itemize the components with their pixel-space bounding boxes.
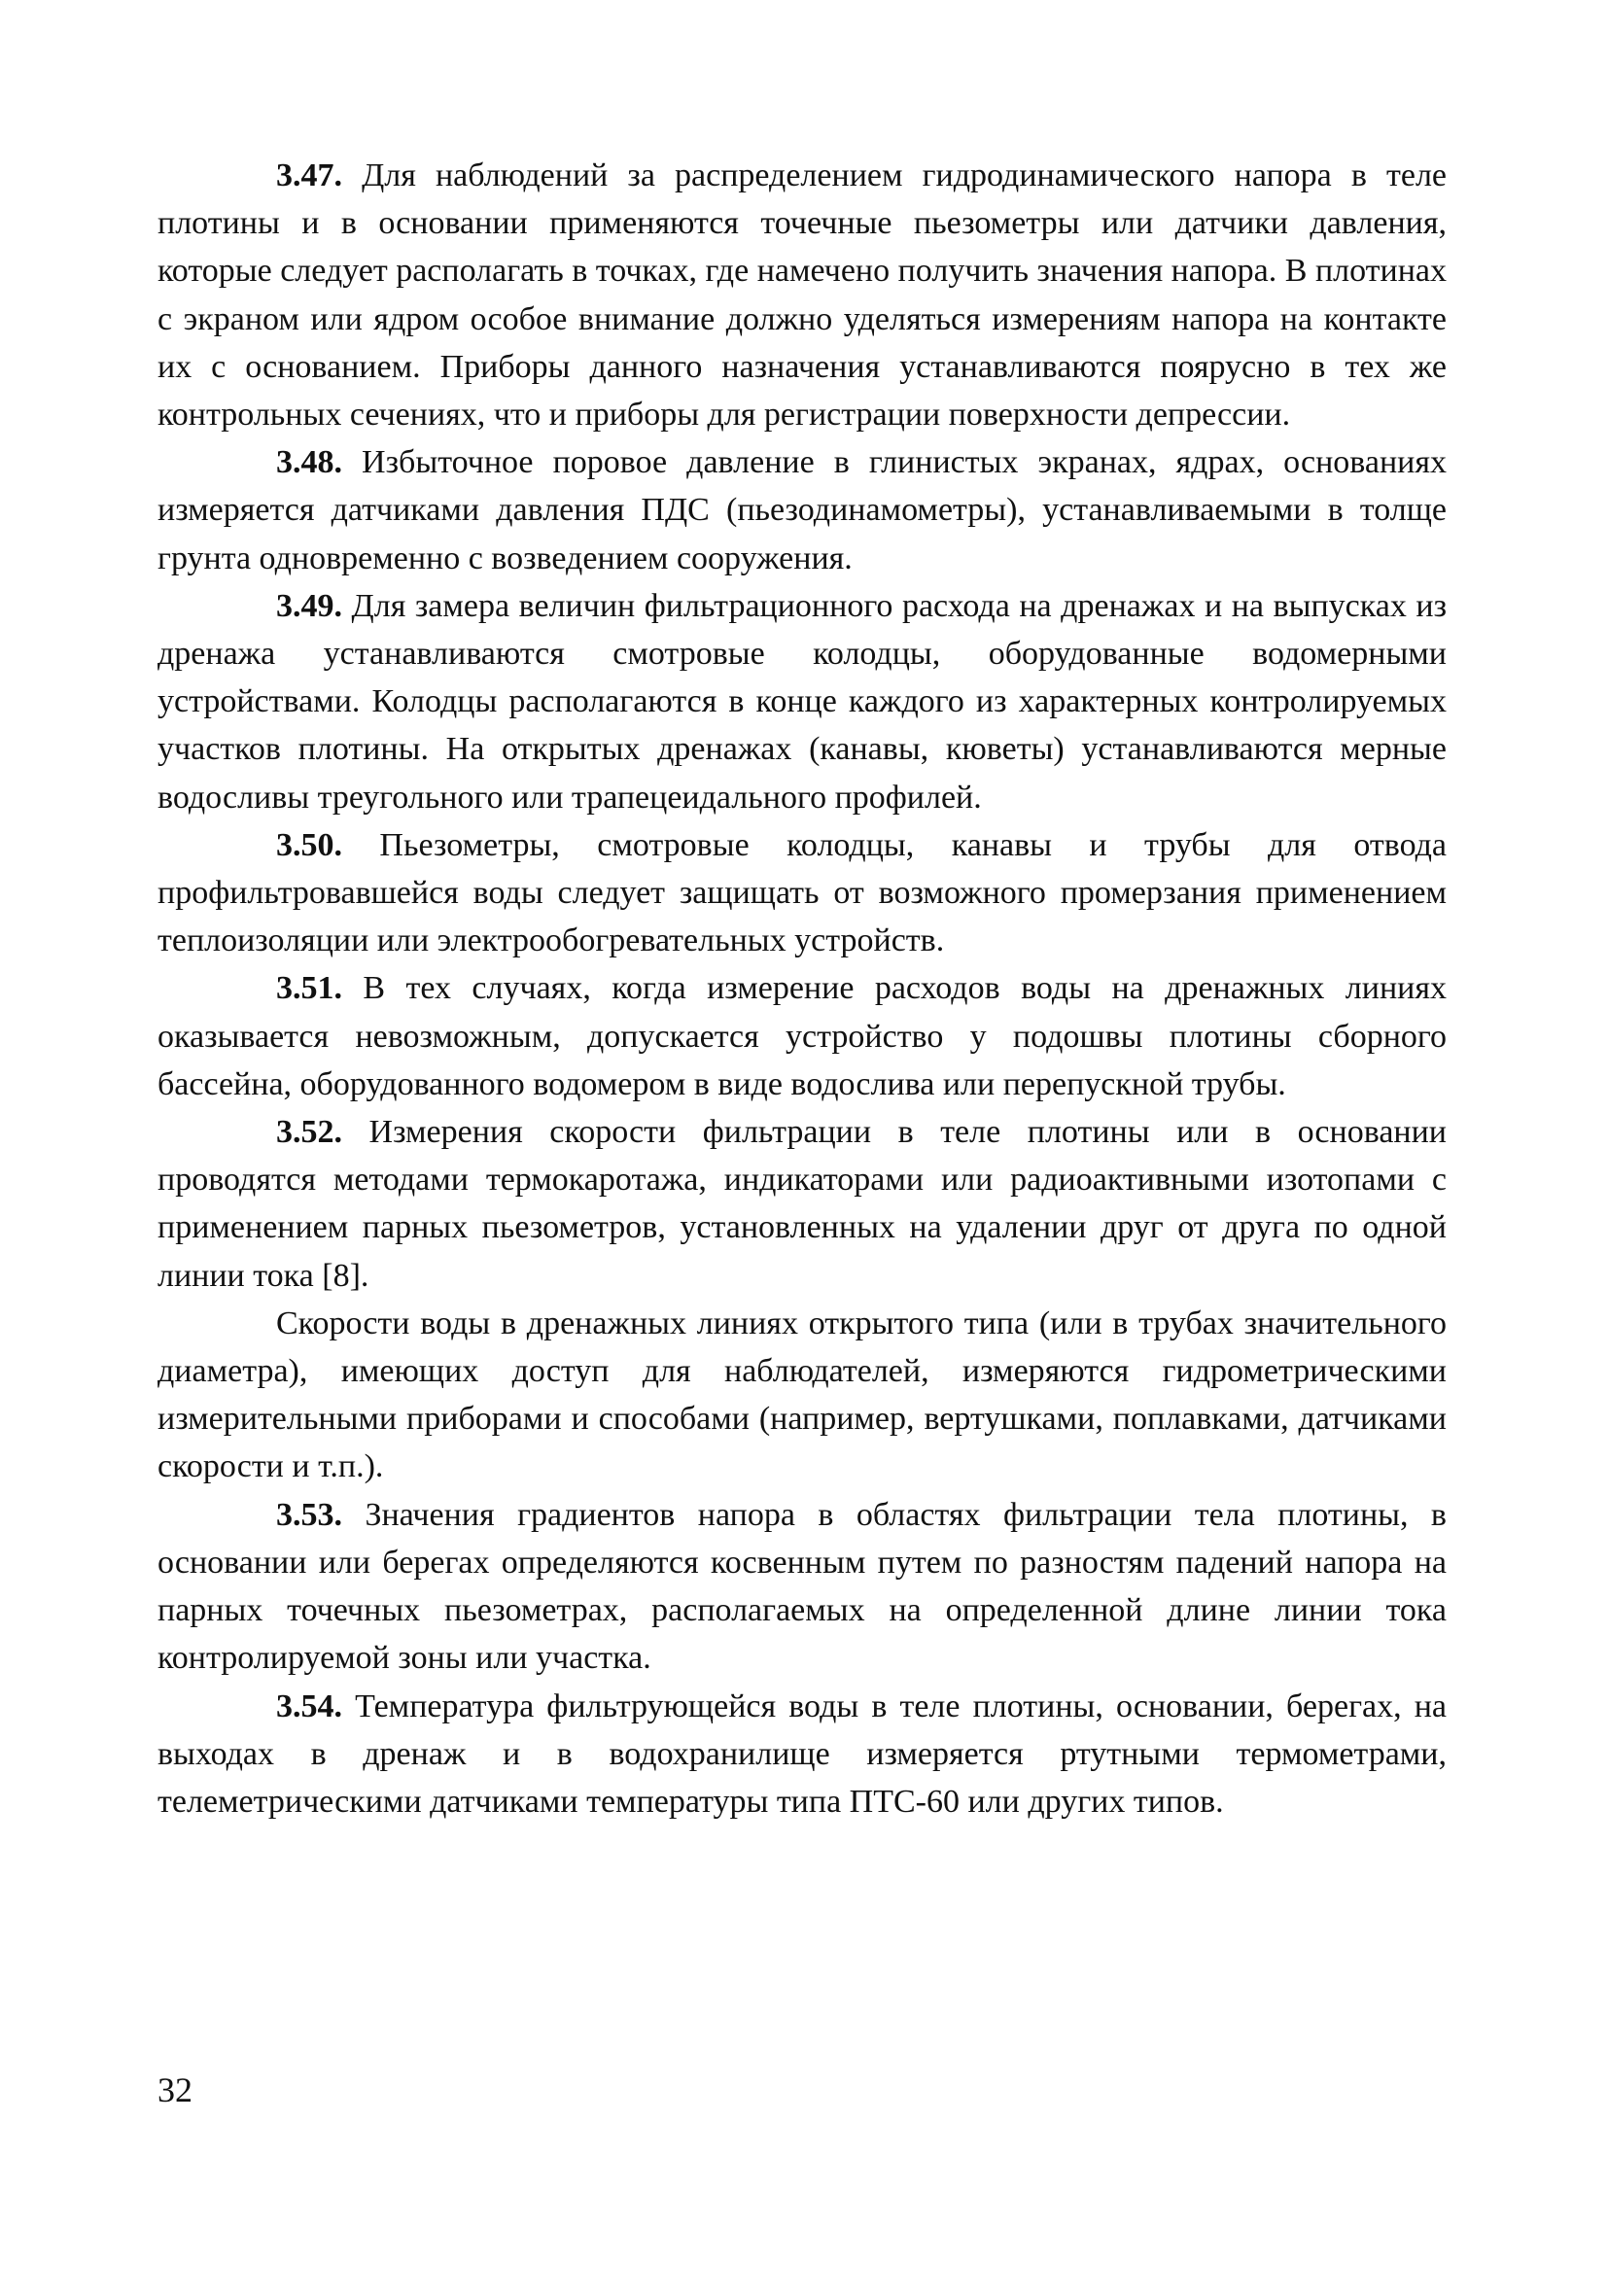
paragraph-text: Для наблюдений за распределением гидродинамического напора в теле плотины и в основании применяются точечные пьезометры или датчики давления, которые следует располагать в точках, где намечено получить значения напора. В плотинах с экраном или ядром особое внимание должно уделяться измерениям напора на контакте их с основанием. Приборы данного назначения устанавливаются поярусно в тех же контрольных сечениях, что и приборы для регистрации поверхности депрессии.: [157, 157, 1447, 434]
paragraph-3-52: [157, 1108, 1447, 1300]
body-text: [157, 152, 1447, 1826]
paragraph-number: 3.52.: [276, 1114, 342, 1151]
paragraph-number: 3.48.: [276, 444, 342, 481]
paragraph-text: Для замера величин фильтрационного расхода на дренажах и на выпусках из дренажа устанавливаются смотровые колодцы, оборудованные водомерными устройствами. Колодцы располагаются в конце каждого из характерных контролируемых участков плотины. На открытых дренажах (канавы, кюветы) устанавливаются мерные водосливы треугольного или трапецеидального профилей.: [157, 587, 1447, 816]
paragraph-text: Скорости воды в дренажных линиях открытого типа (или в трубах значительного диаметра), имеющих доступ для наблюдателей, измеряются гидрометрическими измерительными приборами и способами (например, вертушками, поплавками, датчиками скорости и т.п.).: [157, 1305, 1447, 1485]
paragraph-text: Измерения скорости фильтрации в теле плотины или в основании проводятся методами термокаротажа, индикаторами или радиоактивными изотопами с применением парных пьезометров, установленных на удалении друг от друга по одной линии тока [8].: [157, 1114, 1447, 1294]
paragraph-number: 3.47.: [276, 157, 342, 193]
paragraph-number: 3.50.: [276, 826, 342, 863]
paragraph-text: Избыточное поровое давление в глинистых экранах, ядрах, основаниях измеряется датчиками давления ПДС (пьезодинамометры), устанавливаемыми в толще грунта одновременно с возведением сооружения.: [157, 444, 1447, 576]
paragraph-3-50: [157, 821, 1447, 965]
paragraph-3-54: [157, 1683, 1447, 1826]
paragraph-3-52-continued: [157, 1300, 1447, 1491]
paragraph-text: Значения градиентов напора в областях фильтрации тела плотины, в основании или берегах определяются косвенным путем по разностям падений напора на парных точечных пьезометрах, располагаемых на определенной длине линии тока контролируемой зоны или участка.: [157, 1496, 1447, 1677]
paragraph-3-48: [157, 438, 1447, 582]
paragraph-text: Пьезометры, смотровые колодцы, канавы и трубы для отвода профильтровавшейся воды следует защищать от возможного промерзания применением теплоизоляции или электрообогревательных устройств.: [157, 826, 1447, 959]
paragraph-3-53: [157, 1491, 1447, 1683]
paragraph-number: 3.53.: [276, 1496, 342, 1533]
paragraph-text: В тех случаях, когда измерение расходов воды на дренажных линиях оказывается невозможным, допускается устройство у подошвы плотины сборного бассейна, оборудованного водомером в виде водослива или перепускной трубы.: [157, 970, 1447, 1102]
paragraph-3-49: [157, 582, 1447, 821]
page-number: 32: [157, 2070, 192, 2109]
paragraph-number: 3.49.: [276, 587, 342, 624]
paragraph-3-47: [157, 152, 1447, 438]
paragraph-number: 3.54.: [276, 1687, 342, 1724]
paragraph-3-51: [157, 964, 1447, 1108]
paragraph-text: Температура фильтрующейся воды в теле плотины, основании, берегах, на выходах в дренаж и в водохранилище измеряется ртутными термометрами, телеметрическими датчиками температуры типа ПТС-60 или других типов.: [157, 1687, 1447, 1820]
paragraph-number: 3.51.: [276, 970, 342, 1007]
